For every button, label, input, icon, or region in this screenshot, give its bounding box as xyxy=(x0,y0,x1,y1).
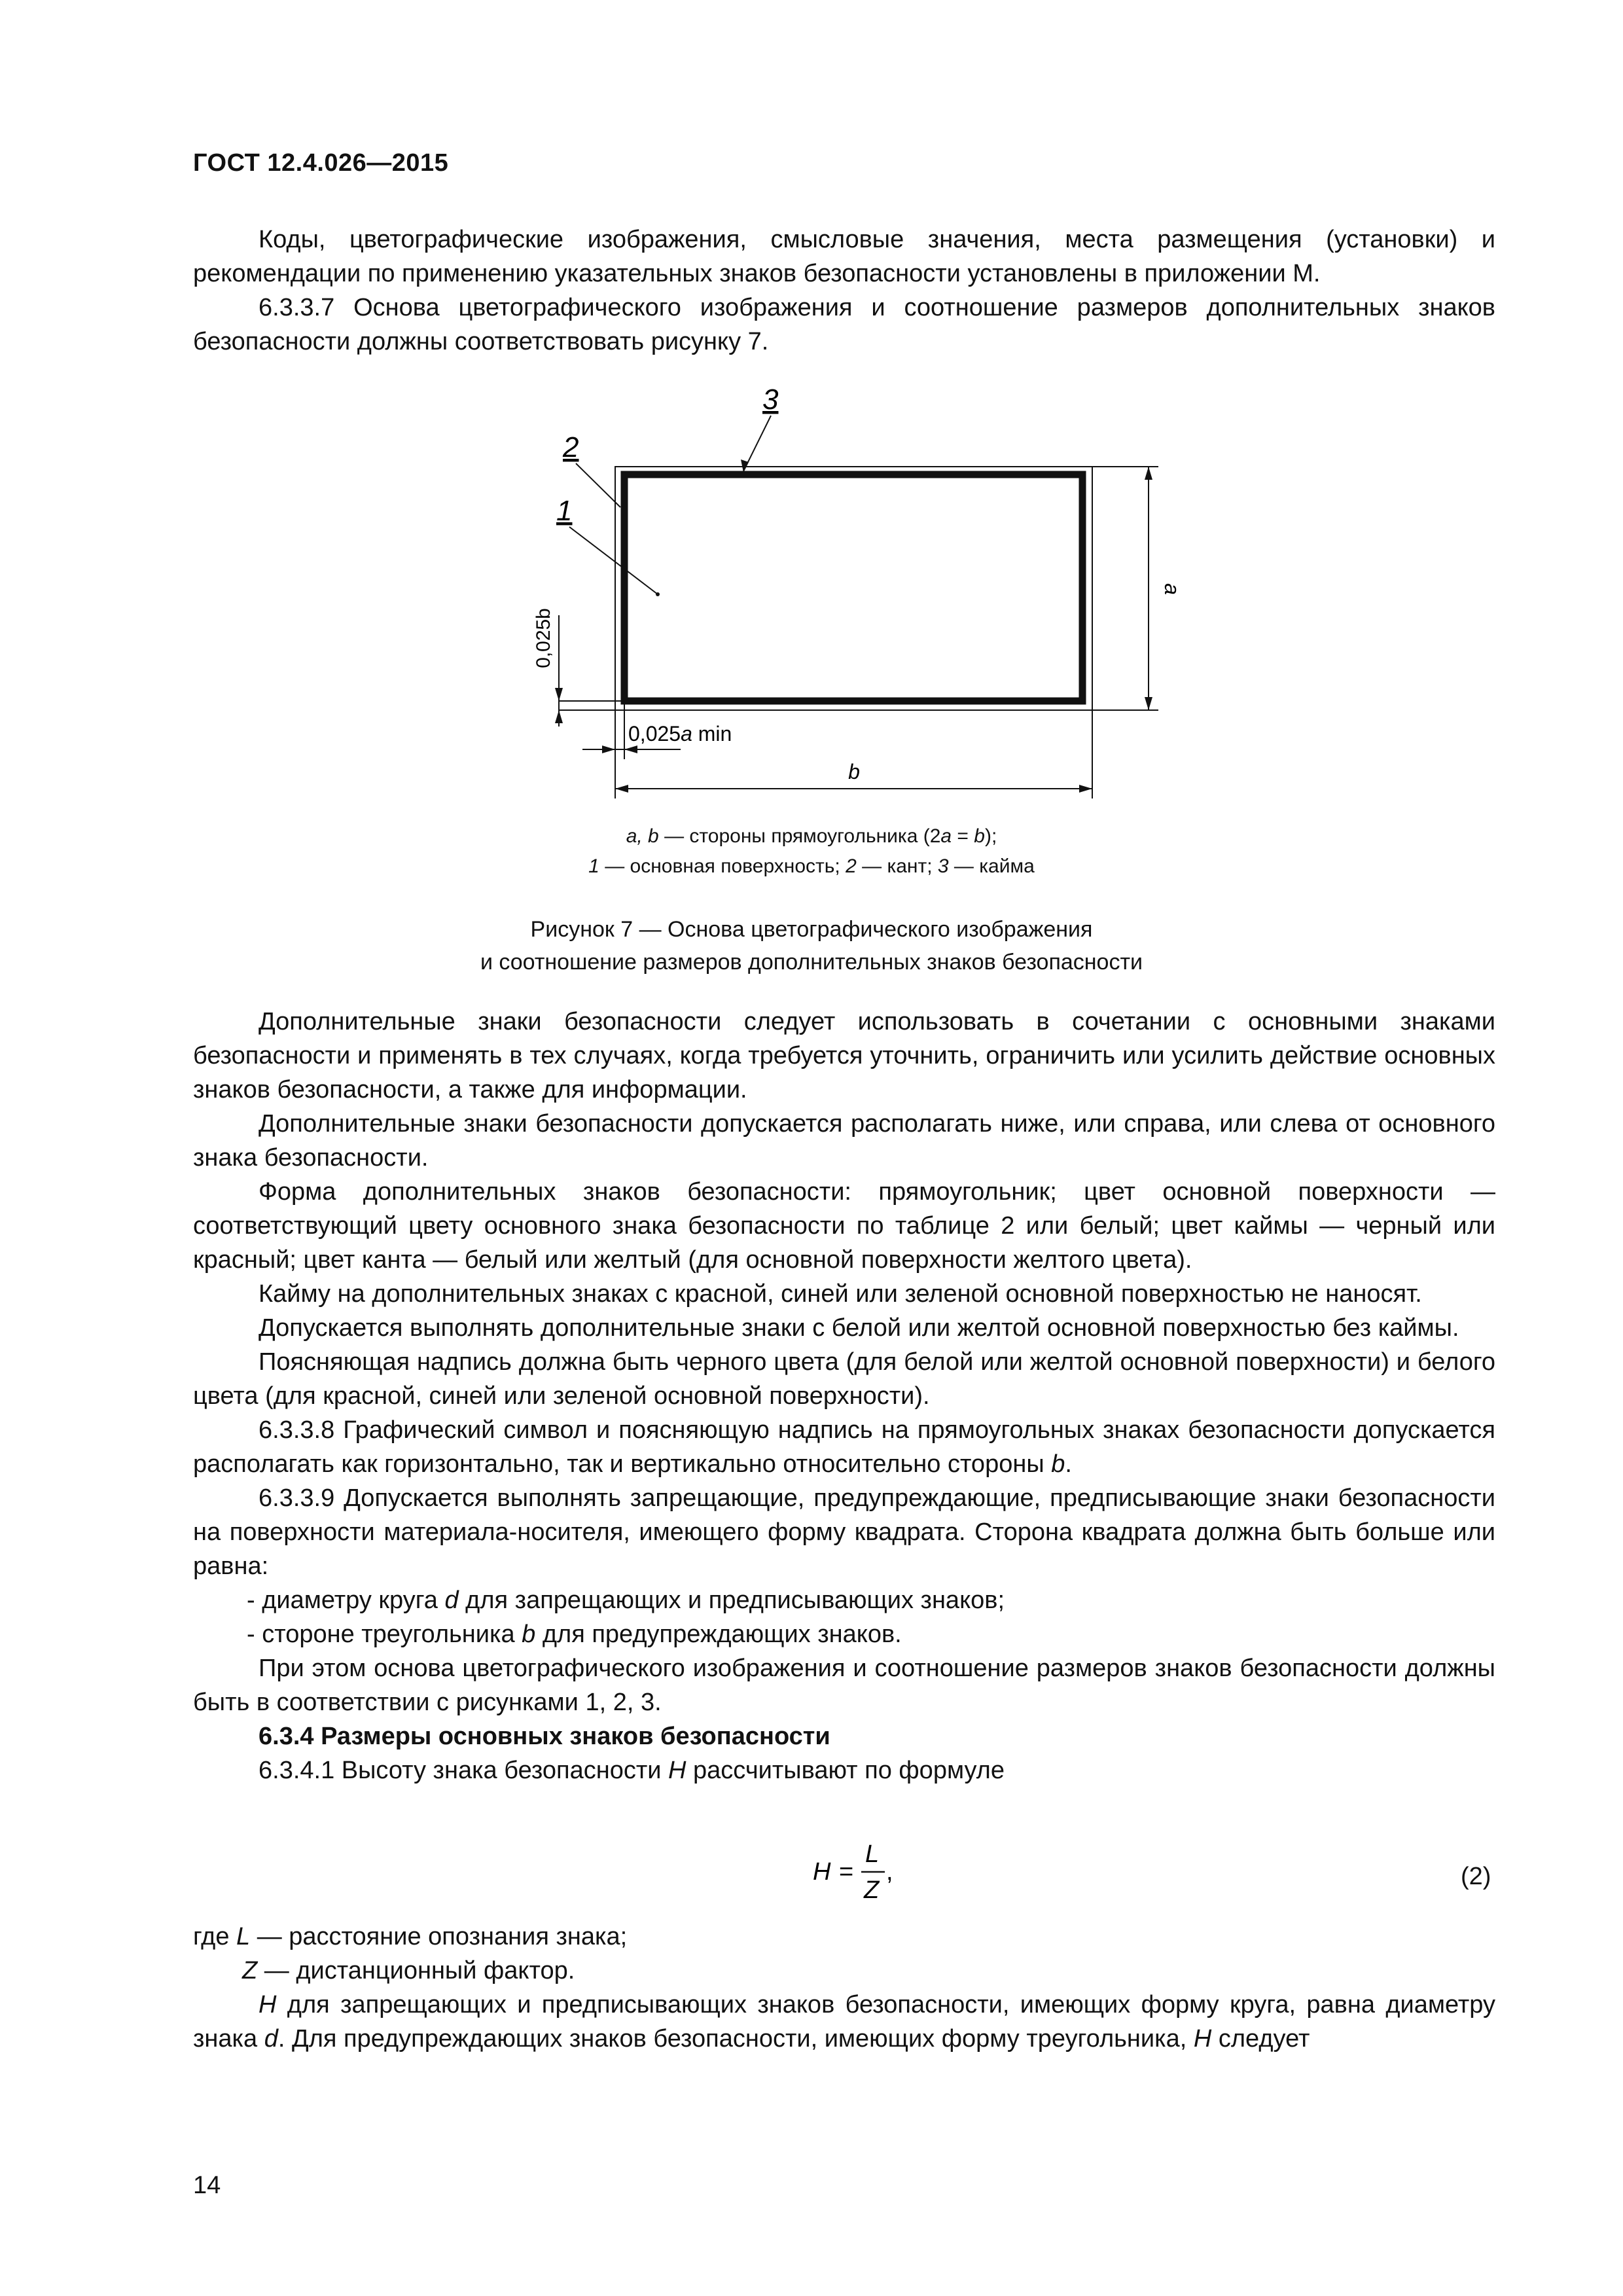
paragraph-figures-ref: При этом основа цветографического изображения и соотношение размеров знаков безопасности должны быть в соответствии с рисунками 1, 2, 3. xyxy=(193,1655,1495,1716)
dim-a-label: a xyxy=(1160,583,1184,595)
paragraph-border: Кайму на дополнительных знаках с красной, синей или зеленой основной поверхностью не наносят. xyxy=(259,1280,1422,1308)
section-heading-6-3-4: 6.3.4 Размеры основных знаков безопасности xyxy=(259,1723,830,1750)
figure-caption-line2: и соотношение размеров дополнительных знаков безопасности xyxy=(480,950,1143,975)
paragraph-inscription: Поясняющая надпись должна быть черного цвета (для белой или желтой основной поверхности) и белого цвета (для красной, синей или зеленой основной поверхности). xyxy=(193,1348,1495,1410)
dim-edge-vertical-label: 0,025b xyxy=(533,608,554,668)
paragraph-6-3-4-1: 6.3.4.1 Высоту знака безопасности H рассчитывают по формуле xyxy=(259,1757,1005,1784)
figure-legend-line1: a, b — стороны прямоугольника (2a = b); xyxy=(626,825,997,847)
intro-text xyxy=(193,223,1495,359)
dim-b-label: b xyxy=(848,760,860,783)
paragraph-6-3-3-7: 6.3.3.7 Основа цветографического изображения и соотношение размеров дополнительных знаков безопасности должны соответствовать рисунку 7. xyxy=(193,294,1495,355)
formula-lhs: H xyxy=(813,1858,831,1886)
paragraph-form: Форма дополнительных знаков безопасности: прямоугольник; цвет основной поверхности — соответствующий цвету основного знака безопасности по таблице 2 или белый; цвет каймы — черный или красный; цвет канта — белый или желтый (для основной поверхности желтого цвета). xyxy=(193,1178,1495,1274)
figure-7-diagram xyxy=(510,373,1191,870)
list-item-triangle: - стороне треугольника b для предупреждающих знаков. xyxy=(247,1621,902,1648)
formula-eq: = xyxy=(839,1858,854,1886)
callout-2: 2 xyxy=(563,431,579,463)
list-item-diameter: - диаметру круга d для запрещающих и предписывающих знаков; xyxy=(247,1587,1005,1614)
paragraph-6-3-3-9: 6.3.3.9 Допускается выполнять запрещающие, предупреждающие, предписывающие знаки безопасности на поверхности материала-носителя, имеющего форму квадрата. Сторона квадрата должна быть больше или равна: xyxy=(193,1484,1495,1580)
formula-denominator: Z xyxy=(864,1876,880,1904)
formula-height xyxy=(812,1833,929,1911)
dim-edge-horizontal-label: 0,025a min xyxy=(628,722,732,745)
paragraph-usage: Дополнительные знаки безопасности следует использовать в сочетании с основными знаками безопасности и применять в тех случаях, когда требуется уточнить, ограничить или усилить действие основных знаков безопасности, а также для информации. xyxy=(193,1008,1495,1103)
page-number: 14 xyxy=(193,2172,221,2199)
paragraph-codes: Коды, цветографические изображения, смысловые значения, места размещения (установки) и рекомендации по применению указательных знаков безопасности установлены в приложении М. xyxy=(193,226,1495,287)
body-text-end xyxy=(193,1988,1495,2056)
paragraph-H-definition: H для запрещающих и предписывающих знаков безопасности, имеющих форму круга, равна диаметру знака d. Для предупреждающих знаков безопасности, имеющих форму треугольника, H следует xyxy=(193,1991,1495,2053)
paragraph-placement: Дополнительные знаки безопасности допускается располагать ниже, или справа, или слева от основного знака безопасности. xyxy=(193,1110,1495,1172)
body-text xyxy=(193,1005,1495,1787)
outer-border xyxy=(615,467,1092,710)
paragraph-6-3-3-8: 6.3.3.8 Графический символ и поясняющую надпись на прямоугольных знаках безопасности допускается располагать как горизонтально, так и вертикально относительно стороны b. xyxy=(193,1416,1495,1478)
equation-number: (2) xyxy=(1461,1863,1491,1890)
callout-3: 3 xyxy=(762,384,779,416)
figure-caption-line1: Рисунок 7 — Основа цветографического изображения xyxy=(530,917,1093,942)
paragraph-no-border: Допускается выполнять дополнительные знаки с белой или желтой основной поверхностью без каймы. xyxy=(259,1314,1459,1342)
document-header: ГОСТ 12.4.026—2015 xyxy=(193,149,449,177)
formula-comma: , xyxy=(886,1858,893,1886)
figure-legend-line2: 1 — основная поверхность; 2 — кант; 3 — кайма xyxy=(588,855,1035,877)
sign-border xyxy=(624,475,1082,701)
callout-1: 1 xyxy=(556,495,573,527)
formula-numerator: L xyxy=(865,1840,880,1868)
where-line-Z: Z — дистанционный фактор. xyxy=(242,1957,575,1984)
where-line-L: где L — расстояние опознания знака; xyxy=(193,1923,628,1950)
